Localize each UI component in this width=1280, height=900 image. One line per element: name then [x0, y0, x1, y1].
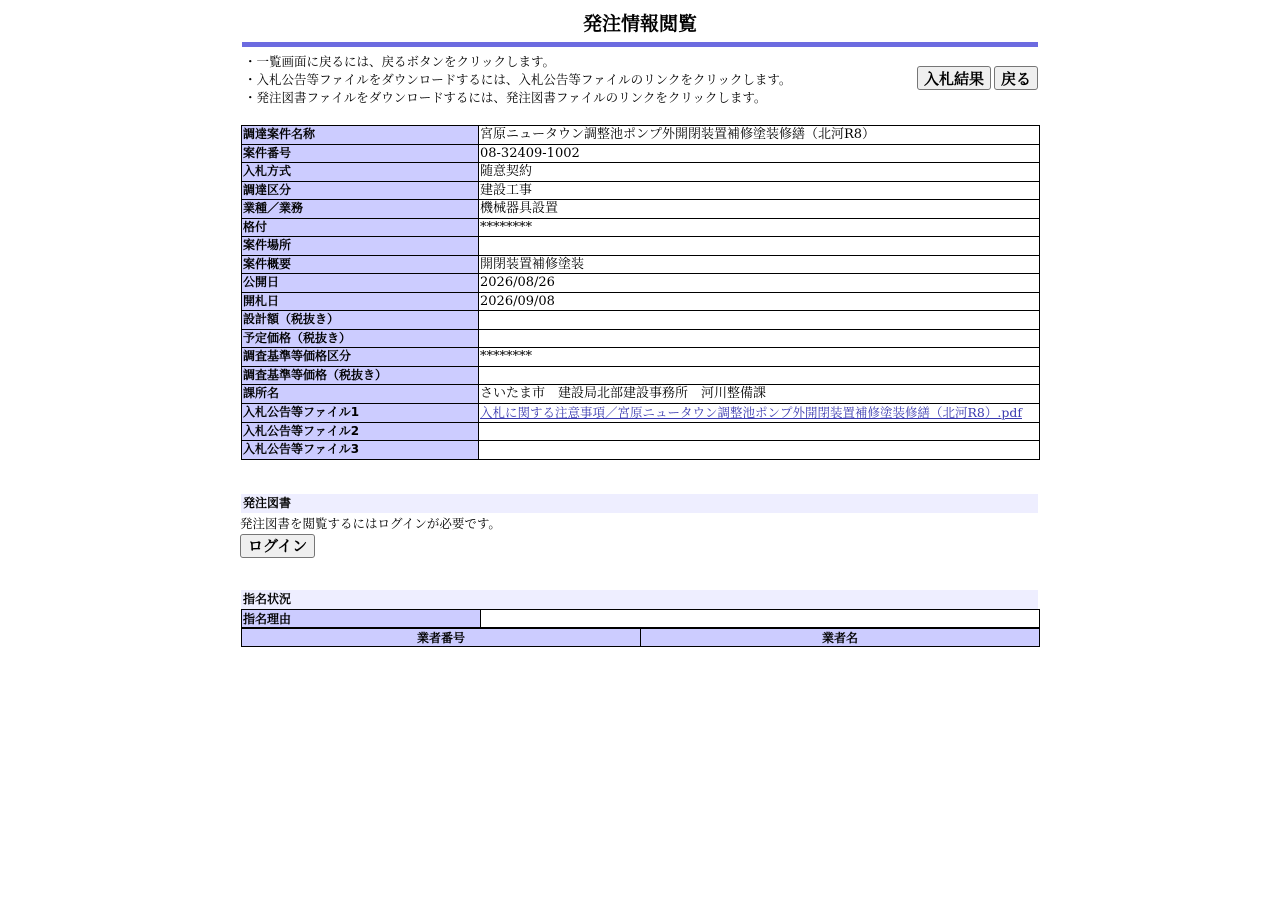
info-row	[242, 255, 1040, 274]
info-label: 業種／業務	[242, 200, 479, 219]
instruction-notice-file: ・入札公告等ファイルをダウンロードするには、入札公告等ファイルのリンクをクリックします。	[244, 72, 792, 87]
info-label: 公開日	[242, 274, 479, 293]
info-value: 機械器具設置	[479, 200, 1040, 219]
nomination-section-header: 指名状況	[241, 590, 1038, 609]
info-row	[242, 144, 1040, 163]
info-value	[479, 422, 1040, 441]
action-buttons	[917, 66, 1038, 90]
info-row	[242, 292, 1040, 311]
vendor-header-row	[242, 628, 1040, 646]
vendor-table	[241, 628, 1040, 647]
page-container	[240, 0, 1040, 647]
info-value: 建設工事	[479, 181, 1040, 200]
info-label: 調査基準等価格区分	[242, 348, 479, 367]
info-label: 調査基準等価格（税抜き）	[242, 366, 479, 385]
info-value: 2026/08/26	[479, 274, 1040, 293]
info-label: 入札公告等ファイル2	[242, 422, 479, 441]
info-label: 案件概要	[242, 255, 479, 274]
info-value: ********	[479, 348, 1040, 367]
info-label: 入札公告等ファイル1	[242, 403, 479, 422]
info-label: 入札方式	[242, 163, 479, 182]
info-label: 開札日	[242, 292, 479, 311]
login-required-message: 発注図書を閲覧するにはログインが必要です。	[240, 515, 501, 531]
order-info-table	[241, 125, 1040, 460]
instruction-back: ・一覧画面に戻るには、戻るボタンをクリックします。	[244, 54, 556, 69]
info-row	[242, 200, 1040, 219]
page-title: 発注情報閲覧	[582, 13, 697, 35]
instruction-drawing-file: ・発注図書ファイルをダウンロードするには、発注図書ファイルのリンクをクリックします。	[244, 90, 767, 105]
info-label: 調達案件名称	[242, 126, 479, 145]
info-value: 08-32409-1002	[479, 144, 1040, 163]
drawings-section-header: 発注図書	[241, 494, 1038, 513]
info-value	[479, 237, 1040, 256]
info-row	[242, 403, 1040, 422]
info-value: さいたま市 建設局北部建設事務所 河川整備課	[479, 385, 1040, 404]
info-value	[479, 403, 1040, 422]
instructions	[240, 47, 1040, 125]
info-row	[242, 329, 1040, 348]
info-label: 格付	[242, 218, 479, 237]
info-value: 開閉装置補修塗装	[479, 255, 1040, 274]
info-value	[479, 441, 1040, 460]
info-label: 課所名	[242, 385, 479, 404]
info-label: 案件番号	[242, 144, 479, 163]
info-row	[242, 366, 1040, 385]
info-label: 調達区分	[242, 181, 479, 200]
info-label: 入札公告等ファイル3	[242, 441, 479, 460]
info-row	[242, 385, 1040, 404]
info-value: ********	[479, 218, 1040, 237]
info-label: 案件場所	[242, 237, 479, 256]
info-row	[242, 311, 1040, 330]
vendor-name-header: 業者名	[641, 628, 1040, 646]
nomination-reason-row	[242, 609, 1040, 627]
back-button[interactable]: 戻る	[994, 66, 1038, 90]
info-row	[242, 181, 1040, 200]
vendor-number-header: 業者番号	[242, 628, 641, 646]
info-label: 予定価格（税抜き）	[242, 329, 479, 348]
info-row	[242, 348, 1040, 367]
info-row	[242, 441, 1040, 460]
info-row	[242, 218, 1040, 237]
info-value	[479, 311, 1040, 330]
login-button[interactable]: ログイン	[240, 534, 315, 558]
info-value	[479, 366, 1040, 385]
info-row	[242, 237, 1040, 256]
info-row	[242, 422, 1040, 441]
nomination-reason-table	[241, 609, 1040, 628]
info-row	[242, 126, 1040, 145]
info-value: 随意契約	[479, 163, 1040, 182]
nomination-reason-label: 指名理由	[242, 609, 481, 627]
info-label: 設計額（税抜き）	[242, 311, 479, 330]
bid-result-button[interactable]: 入札結果	[917, 66, 991, 90]
info-row	[242, 163, 1040, 182]
info-row	[242, 274, 1040, 293]
notice-file-1-link[interactable]: 入札に関する注意事項／宮原ニュータウン調整池ポンプ外開閉装置補修塗装修繕（北河R8）.pdf	[480, 404, 1022, 420]
info-value: 宮原ニュータウン調整池ポンプ外開閉装置補修塗装修繕（北河R8）	[479, 126, 1040, 145]
info-value	[479, 329, 1040, 348]
nomination-reason-value	[481, 609, 1040, 627]
info-value: 2026/09/08	[479, 292, 1040, 311]
